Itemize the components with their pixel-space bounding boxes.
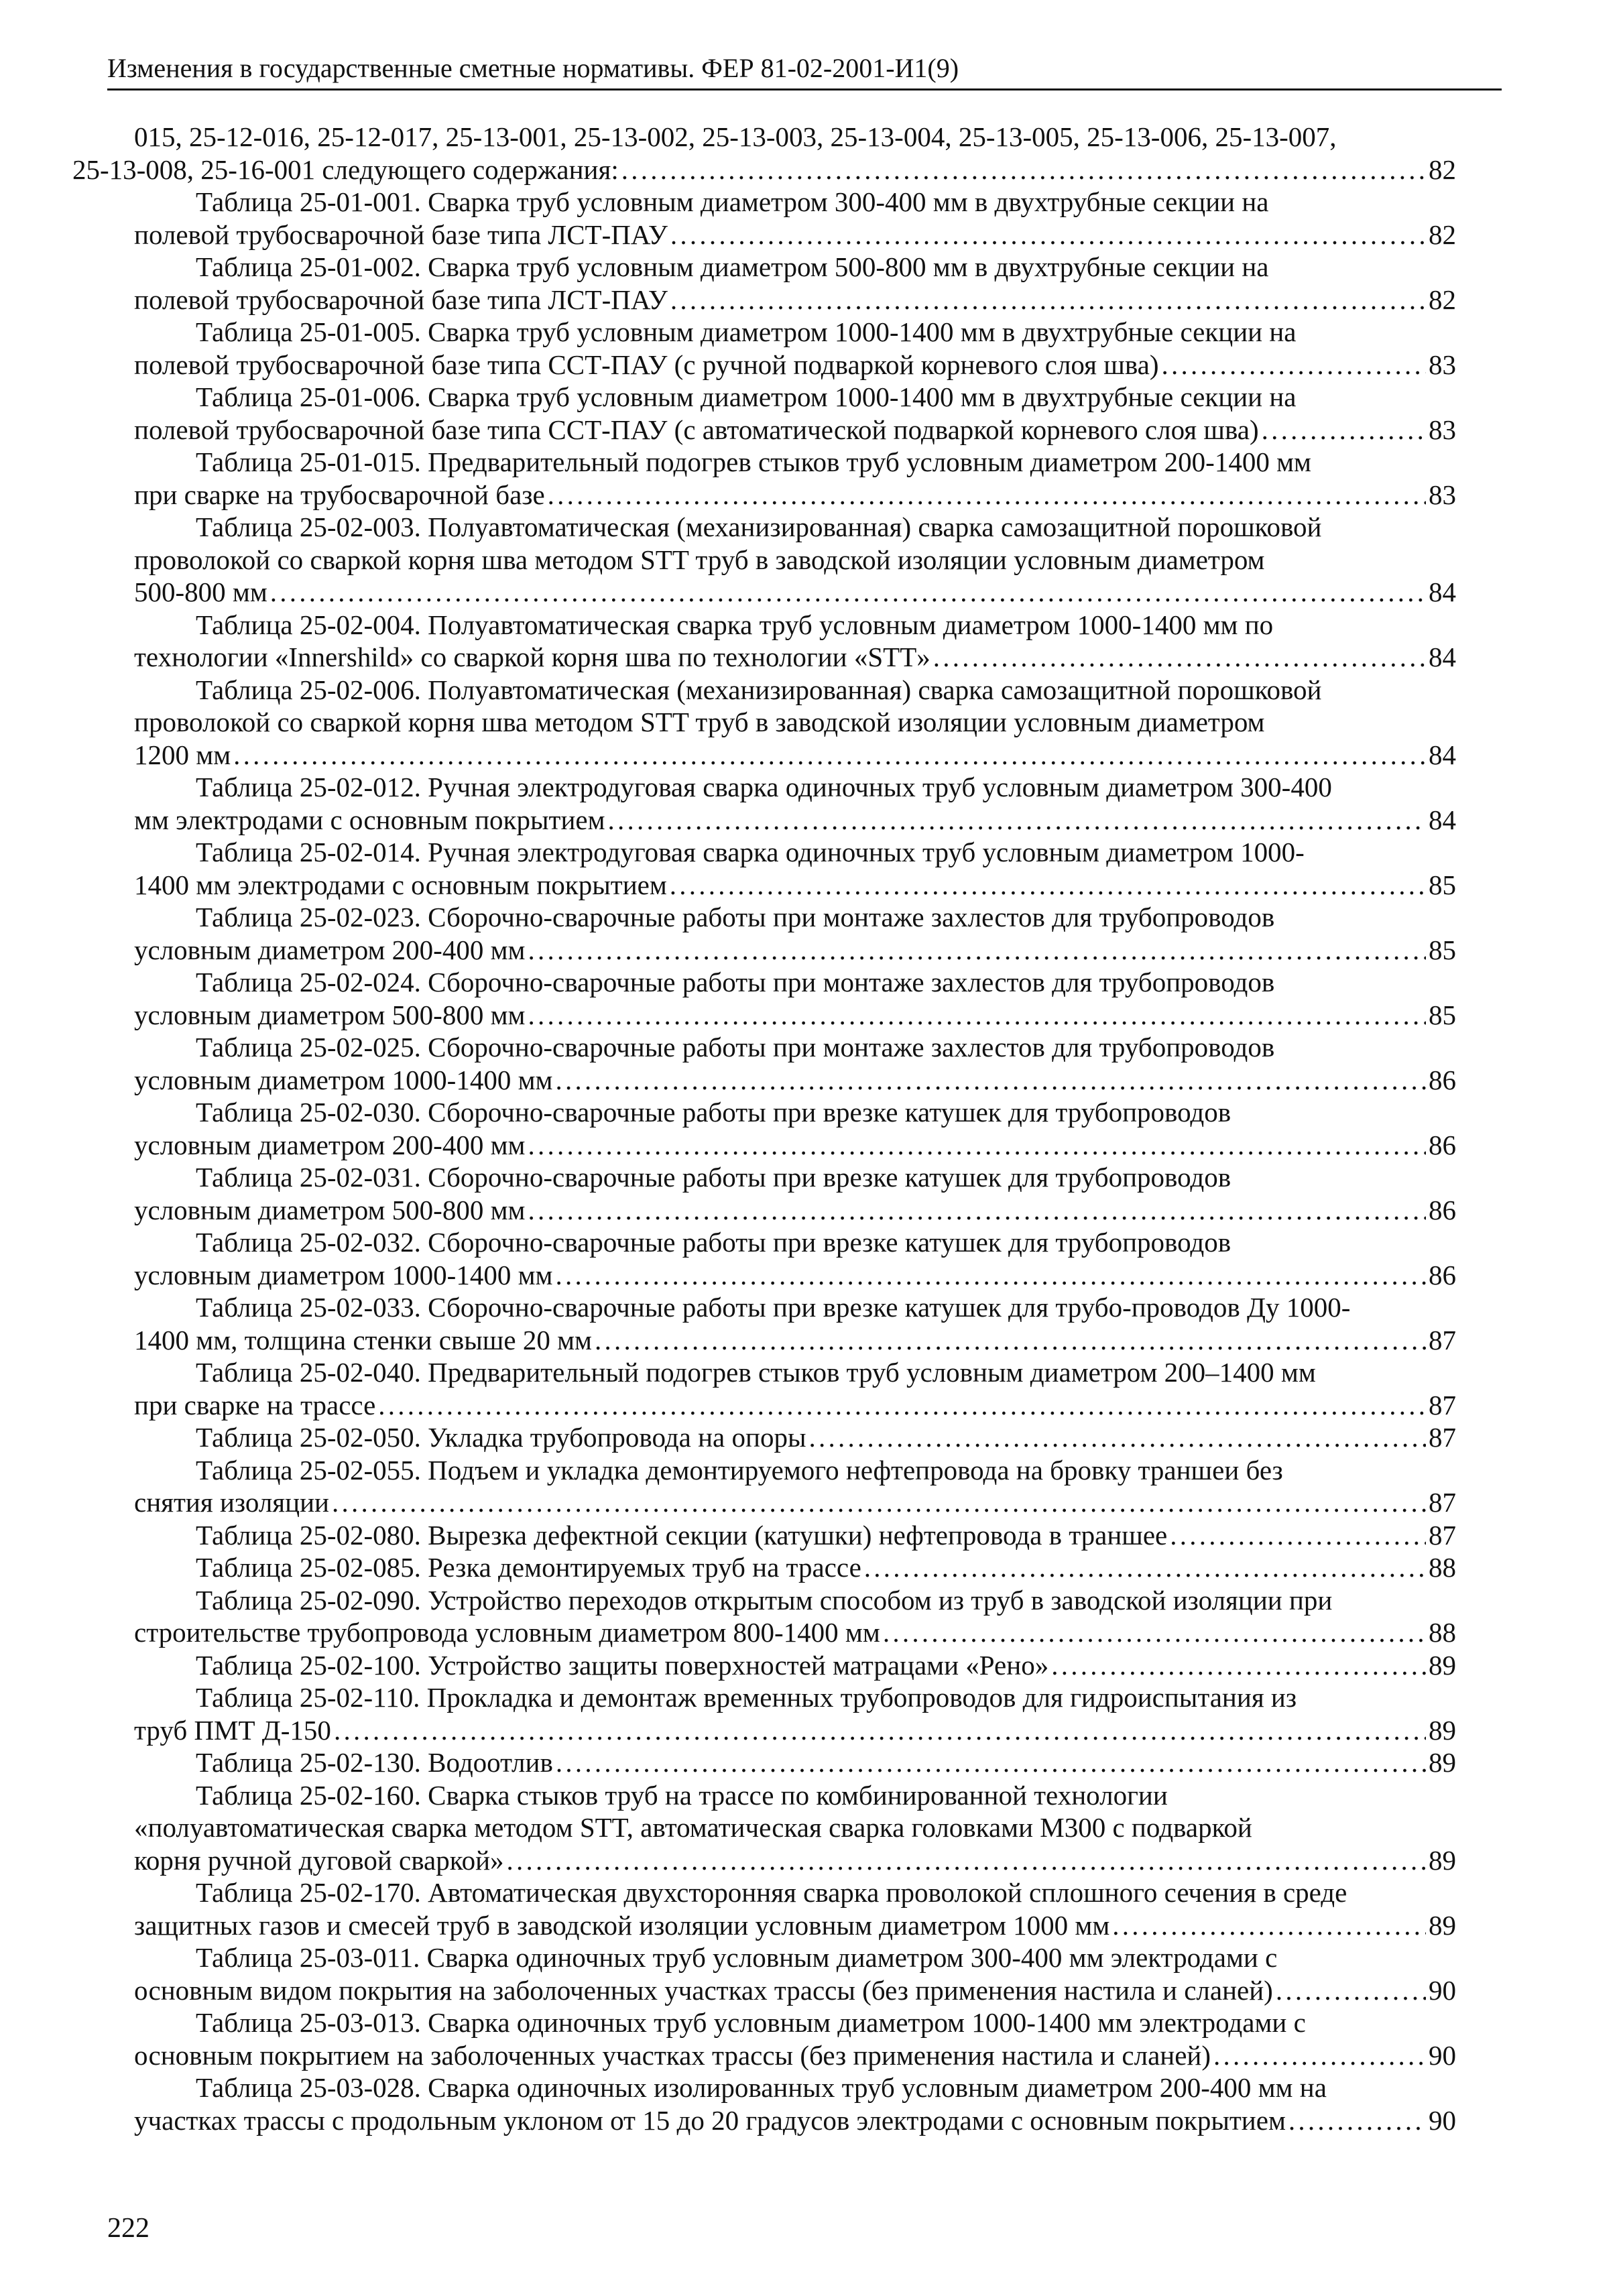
toc-line-text: при сварке на трассе (134, 1389, 376, 1421)
dot-leader (670, 219, 1426, 251)
toc-line (134, 1616, 1456, 1649)
toc-line (196, 674, 1456, 707)
toc-line (134, 641, 1456, 674)
toc-line (134, 121, 1456, 154)
toc-entry[interactable] (134, 1584, 1456, 1649)
toc-page-ref: 90 (1429, 2039, 1456, 2071)
toc-line-text: полевой трубосварочной базе типа ЛСТ-ПАУ (134, 219, 668, 250)
toc-page-ref: 88 (1429, 1617, 1456, 1648)
dot-leader (621, 154, 1426, 186)
toc-entry[interactable] (134, 1876, 1456, 1941)
toc-page-ref: 83 (1429, 479, 1456, 510)
toc-entry[interactable] (134, 381, 1456, 446)
toc-entry[interactable] (134, 251, 1456, 316)
dot-leader (1170, 1519, 1426, 1552)
dot-leader (883, 1616, 1426, 1649)
toc-line-text: Таблица 25-02-100. Устройство защиты поверхностей матрацами «Рено» (196, 1649, 1049, 1681)
toc-intro-entry[interactable] (72, 121, 1456, 186)
toc-line (196, 2006, 1456, 2039)
toc-page-ref: 85 (1429, 869, 1456, 900)
toc-entry[interactable] (134, 1226, 1456, 1291)
toc-page-ref: 84 (1429, 577, 1456, 607)
dot-leader (1213, 2039, 1426, 2072)
dot-leader (608, 804, 1426, 837)
dot-leader (1276, 1974, 1426, 2007)
toc-line (196, 1356, 1456, 1389)
toc-line-text: проволокой со сваркой корня шва методом STT труб в заводской изоляции условным диаметром (134, 544, 1265, 575)
toc-line-text: 1400 мм электродами с основным покрытием (134, 869, 667, 900)
toc-line-text: полевой трубосварочной базе типа ССТ-ПАУ (с автоматической подваркой корневого слоя шва) (134, 414, 1259, 445)
toc-entry[interactable] (134, 1551, 1456, 1584)
toc-line (134, 414, 1456, 446)
toc-line (134, 2039, 1456, 2072)
toc-line (196, 1779, 1456, 1812)
toc-line-text: Таблица 25-02-031. Сборочно-сварочные работы при врезке катушек для трубопроводов (196, 1162, 1231, 1193)
toc-entry[interactable] (134, 901, 1456, 966)
toc-page-ref: 86 (1429, 1259, 1456, 1290)
toc-line-text: Таблица 25-02-033. Сборочно-сварочные работы при врезке катушек для трубо-проводов Ду 1000- (196, 1292, 1351, 1323)
toc-entry[interactable] (134, 1161, 1456, 1226)
toc-line-text: участках трассы с продольным уклоном от 15 до 20 градусов электродами с основным покрытием (134, 2104, 1286, 2136)
dot-leader (528, 934, 1426, 967)
dot-leader (670, 869, 1426, 902)
toc-line (196, 1031, 1456, 1064)
toc-entry[interactable] (134, 836, 1456, 901)
toc-entry[interactable] (134, 609, 1456, 674)
toc-page-ref: 86 (1429, 1129, 1456, 1160)
toc-line (134, 999, 1456, 1032)
toc-line (196, 1649, 1456, 1682)
toc-line-text: Таблица 25-02-130. Водоотлив (196, 1747, 553, 1778)
toc-line-text: строительстве трубопровода условным диаметром 800-1400 мм (134, 1617, 880, 1648)
toc-line (134, 284, 1456, 316)
toc-line (196, 381, 1456, 414)
toc-line-text: проволокой со сваркой корня шва методом STT труб в заводской изоляции условным диаметром (134, 707, 1265, 737)
toc-page-ref: 90 (1429, 2104, 1456, 2136)
toc-line (196, 771, 1456, 804)
toc-entry[interactable] (134, 1454, 1456, 1519)
toc-entry[interactable] (134, 1096, 1456, 1161)
toc-entry[interactable] (134, 1291, 1456, 1356)
toc-line (134, 544, 1456, 577)
toc-line (134, 1064, 1456, 1097)
toc-entry[interactable] (134, 1356, 1456, 1421)
toc-line (134, 934, 1456, 967)
toc-line (196, 1226, 1456, 1259)
toc-line (196, 446, 1456, 479)
toc-line (196, 511, 1456, 544)
toc-line-text: Таблица 25-02-024. Сборочно-сварочные работы при монтаже захлестов для трубопроводов (196, 967, 1275, 998)
toc-line-text: технологии «Innershild» со сваркой корня шва по технологии «STT» (134, 642, 930, 672)
toc-line (134, 1974, 1456, 2007)
toc-page-ref: 86 (1429, 1194, 1456, 1225)
toc-line-text: «полуавтоматическая сварка методом STT, автоматическая сварка головками М300 с подваркой (134, 1812, 1252, 1843)
toc-page-ref: 87 (1429, 1519, 1456, 1551)
toc-line-text: Таблица 25-03-013. Сварка одиночных труб условным диаметром 1000-1400 мм электродами с (196, 2007, 1306, 2038)
toc-line-text: корня ручной дуговой сваркой» (134, 1844, 504, 1876)
toc-line-text: 500-800 мм (134, 577, 267, 607)
running-header: Изменения в государственные сметные нормативы. ФЕР 81-02-2001-И1(9) (107, 52, 1502, 90)
dot-leader (270, 576, 1426, 609)
table-of-contents (72, 121, 1456, 2136)
dot-leader (334, 1714, 1426, 1747)
toc-line (196, 1681, 1456, 1714)
toc-entry[interactable] (134, 2071, 1456, 2136)
toc-line-text: условным диаметром 1000-1400 мм (134, 1064, 553, 1095)
toc-line-text: Таблица 25-03-011. Сварка одиночных труб условным диаметром 300-400 мм электродами с (196, 1942, 1278, 1973)
toc-line (196, 1876, 1456, 1909)
toc-page-ref: 85 (1429, 934, 1456, 965)
toc-line-text: Таблица 25-03-028. Сварка одиночных изолированных труб условным диаметром 200-400 мм на (196, 2072, 1327, 2103)
toc-line (196, 1096, 1456, 1129)
toc-line-text: условным диаметром 200-400 мм (134, 1129, 526, 1160)
toc-line-text: Таблица 25-02-004. Полуавтоматическая сварка труб условным диаметром 1000-1400 мм по (196, 609, 1274, 640)
toc-line-text: Таблица 25-02-003. Полуавтоматическая (механизированная) сварка самозащитной порошковой (196, 511, 1322, 542)
toc-line (134, 1714, 1456, 1747)
toc-line-text: при сварке на трубосварочной базе (134, 479, 545, 510)
toc-line (196, 609, 1456, 642)
toc-entry[interactable] (134, 316, 1456, 381)
toc-line (196, 1161, 1456, 1194)
toc-page-ref: 89 (1429, 1649, 1456, 1681)
toc-line (134, 1811, 1456, 1844)
toc-line (134, 869, 1456, 902)
dot-leader (933, 641, 1426, 674)
toc-line-text: Таблица 25-02-055. Подъем и укладка демонтируемого нефтепровода на бровку траншеи без (196, 1454, 1283, 1486)
toc-line (134, 1259, 1456, 1292)
toc-line-text: Таблица 25-01-005. Сварка труб условным диаметром 1000-1400 мм в двухтрубные секции на (196, 316, 1297, 347)
dot-leader (1051, 1649, 1426, 1682)
toc-line (134, 706, 1456, 739)
toc-line (134, 349, 1456, 381)
toc-line (196, 1519, 1456, 1552)
toc-entry[interactable] (134, 1649, 1456, 1682)
toc-line-text: Таблица 25-02-006. Полуавтоматическая (механизированная) сварка самозащитной порошковой (196, 674, 1322, 705)
toc-page-ref: 82 (1429, 219, 1456, 250)
toc-line-text: Таблица 25-01-015. Предварительный подогрев стыков труб условным диаметром 200-1400 мм (196, 446, 1311, 477)
dot-leader (528, 1129, 1426, 1162)
toc-entry[interactable] (134, 2006, 1456, 2071)
toc-line-text: Таблица 25-02-050. Укладка трубопровода на опоры (196, 1422, 806, 1453)
toc-line-text: Таблица 25-02-014. Ручная электродуговая сварка одиночных труб условным диаметром 1000- (196, 837, 1305, 867)
toc-page-ref: 87 (1429, 1389, 1456, 1421)
toc-line-text: условным диаметром 500-800 мм (134, 999, 526, 1030)
toc-line-text: защитных газов и смесей труб в заводской изоляции условным диаметром 1000 мм (134, 1909, 1110, 1941)
toc-entry[interactable] (134, 446, 1456, 511)
toc-page-ref: 82 (1429, 154, 1456, 185)
toc-entry[interactable] (134, 186, 1456, 251)
toc-page-ref: 85 (1429, 999, 1456, 1030)
toc-line (134, 739, 1456, 772)
toc-line (72, 154, 1456, 186)
toc-line-text: 25-13-008, 25-16-001 следующего содержания: (72, 154, 619, 185)
toc-page-ref: 83 (1429, 349, 1456, 380)
toc-page-ref: 89 (1429, 1844, 1456, 1876)
toc-entry[interactable] (134, 1779, 1456, 1877)
toc-entry[interactable] (134, 511, 1456, 609)
toc-page-ref: 84 (1429, 739, 1456, 770)
toc-line (134, 576, 1456, 609)
toc-line-text: основным видом покрытия на заболоченных участках трассы (без применения настила и сланей) (134, 1974, 1273, 2006)
toc-page-ref: 86 (1429, 1064, 1456, 1095)
toc-entry[interactable] (134, 1941, 1456, 2006)
toc-page-ref: 83 (1429, 414, 1456, 445)
toc-page-ref: 87 (1429, 1487, 1456, 1518)
toc-line (196, 1746, 1456, 1779)
toc-line (196, 836, 1456, 869)
toc-line-text: условным диаметром 200-400 мм (134, 934, 526, 965)
toc-line (196, 966, 1456, 999)
toc-line-text: Таблица 25-02-085. Резка демонтируемых труб на трассе (196, 1552, 861, 1583)
dot-leader (1288, 2104, 1426, 2137)
toc-line (196, 1291, 1456, 1324)
toc-page-ref: 82 (1429, 284, 1456, 315)
toc-line-text: полевой трубосварочной базе типа ЛСТ-ПАУ (134, 284, 668, 315)
dot-leader (332, 1486, 1426, 1519)
toc-line (196, 2071, 1456, 2104)
dot-leader (1262, 414, 1426, 446)
toc-line (134, 1486, 1456, 1519)
dot-leader (1112, 1909, 1426, 1942)
toc-page-ref: 89 (1429, 1714, 1456, 1746)
dot-leader (378, 1389, 1426, 1422)
toc-line (196, 1421, 1456, 1454)
toc-entry[interactable] (134, 1031, 1456, 1096)
toc-line (196, 901, 1456, 934)
dot-leader (528, 1194, 1426, 1227)
toc-line-text: условным диаметром 1000-1400 мм (134, 1259, 553, 1290)
toc-line (196, 1551, 1456, 1584)
dot-leader (528, 999, 1426, 1032)
toc-page-ref: 90 (1429, 1974, 1456, 2006)
toc-line-text: снятия изоляции (134, 1487, 329, 1518)
toc-line (196, 251, 1456, 284)
toc-line (134, 2104, 1456, 2137)
toc-line-text: Таблица 25-02-160. Сварка стыков труб на трассе по комбинированной технологии (196, 1779, 1168, 1811)
dot-leader (233, 739, 1426, 772)
toc-line (134, 479, 1456, 511)
toc-page-ref: 87 (1429, 1324, 1456, 1355)
dot-leader (507, 1844, 1426, 1877)
toc-entry[interactable] (134, 1746, 1456, 1779)
toc-page-ref: 89 (1429, 1909, 1456, 1941)
toc-line (196, 1584, 1456, 1617)
toc-line (134, 804, 1456, 837)
toc-line (134, 1129, 1456, 1162)
toc-line-text: Таблица 25-02-090. Устройство переходов открытым способом из труб в заводской изоляции при (196, 1584, 1333, 1616)
dot-leader (595, 1324, 1426, 1357)
toc-line-text: Таблица 25-02-040. Предварительный подогрев стыков труб условным диаметром 200–1400 мм (196, 1357, 1316, 1388)
toc-page-ref: 84 (1429, 642, 1456, 672)
toc-line (134, 1194, 1456, 1227)
toc-line-text: Таблица 25-02-170. Автоматическая двухсторонняя сварка проволокой сплошного сечения в среде (196, 1877, 1347, 1908)
toc-page-ref: 87 (1429, 1422, 1456, 1453)
toc-page-ref: 88 (1429, 1552, 1456, 1583)
toc-line-text: 1200 мм (134, 739, 231, 770)
dot-leader (556, 1746, 1426, 1779)
toc-line (196, 1941, 1456, 1974)
toc-line-text: Таблица 25-01-001. Сварка труб условным диаметром 300-400 мм в двухтрубные секции на (196, 186, 1269, 217)
dot-leader (555, 1259, 1426, 1292)
toc-entry[interactable] (134, 1519, 1456, 1552)
toc-line (134, 1844, 1456, 1877)
toc-line-text: Таблица 25-02-030. Сборочно-сварочные работы при врезке катушек для трубопроводов (196, 1097, 1231, 1128)
toc-line-text: мм электродами с основным покрытием (134, 804, 605, 835)
dot-leader (670, 284, 1426, 316)
toc-entry[interactable] (134, 771, 1456, 836)
toc-line (134, 219, 1456, 251)
toc-line-text: 015, 25-12-016, 25-12-017, 25-13-001, 25-13-002, 25-13-003, 25-13-004, 25-13-005, 25-13-006, 25-13-007, (134, 121, 1337, 152)
toc-line (134, 1324, 1456, 1357)
toc-entry[interactable] (134, 674, 1456, 772)
toc-line-text: труб ПМТ Д-150 (134, 1714, 331, 1746)
toc-line (134, 1389, 1456, 1422)
toc-line-text: Таблица 25-02-025. Сборочно-сварочные работы при монтаже захлестов для трубопроводов (196, 1032, 1275, 1063)
toc-page-ref: 89 (1429, 1747, 1456, 1778)
toc-line-text: Таблица 25-02-012. Ручная электродуговая сварка одиночных труб условным диаметром 300-400 (196, 772, 1332, 802)
toc-entries (134, 186, 1456, 2136)
toc-line-text: 1400 мм, толщина стенки свыше 20 мм (134, 1324, 592, 1355)
toc-line (134, 1909, 1456, 1942)
toc-line-text: Таблица 25-02-023. Сборочно-сварочные работы при монтаже захлестов для трубопроводов (196, 902, 1275, 932)
dot-leader (1162, 349, 1427, 381)
toc-entry[interactable] (134, 1681, 1456, 1746)
toc-line-text: Таблица 25-02-080. Вырезка дефектной секции (катушки) нефтепровода в траншее (196, 1519, 1168, 1551)
toc-line (196, 1454, 1456, 1487)
dot-leader (809, 1421, 1427, 1454)
toc-line-text: Таблица 25-01-002. Сварка труб условным диаметром 500-800 мм в двухтрубные секции на (196, 251, 1269, 282)
toc-line-text: условным диаметром 500-800 мм (134, 1194, 526, 1225)
toc-line (196, 316, 1456, 349)
toc-line-text: Таблица 25-02-110. Прокладка и демонтаж временных трубопроводов для гидроиспытания из (196, 1682, 1297, 1713)
toc-entry[interactable] (134, 966, 1456, 1031)
toc-page-ref: 84 (1429, 804, 1456, 835)
dot-leader (548, 479, 1426, 511)
toc-line-text: полевой трубосварочной базе типа ССТ-ПАУ (с ручной подваркой корневого слоя шва) (134, 349, 1159, 380)
toc-line-text: основным покрытием на заболоченных участках трассы (без применения настила и сланей) (134, 2039, 1211, 2071)
toc-line-text: Таблица 25-02-032. Сборочно-сварочные работы при врезке катушек для трубопроводов (196, 1227, 1231, 1258)
toc-line (196, 186, 1456, 219)
dot-leader (864, 1551, 1426, 1584)
toc-line-text: Таблица 25-01-006. Сварка труб условным диаметром 1000-1400 мм в двухтрубные секции на (196, 381, 1297, 412)
toc-entry[interactable] (134, 1421, 1456, 1454)
dot-leader (555, 1064, 1426, 1097)
page-number: 222 (107, 2213, 149, 2244)
